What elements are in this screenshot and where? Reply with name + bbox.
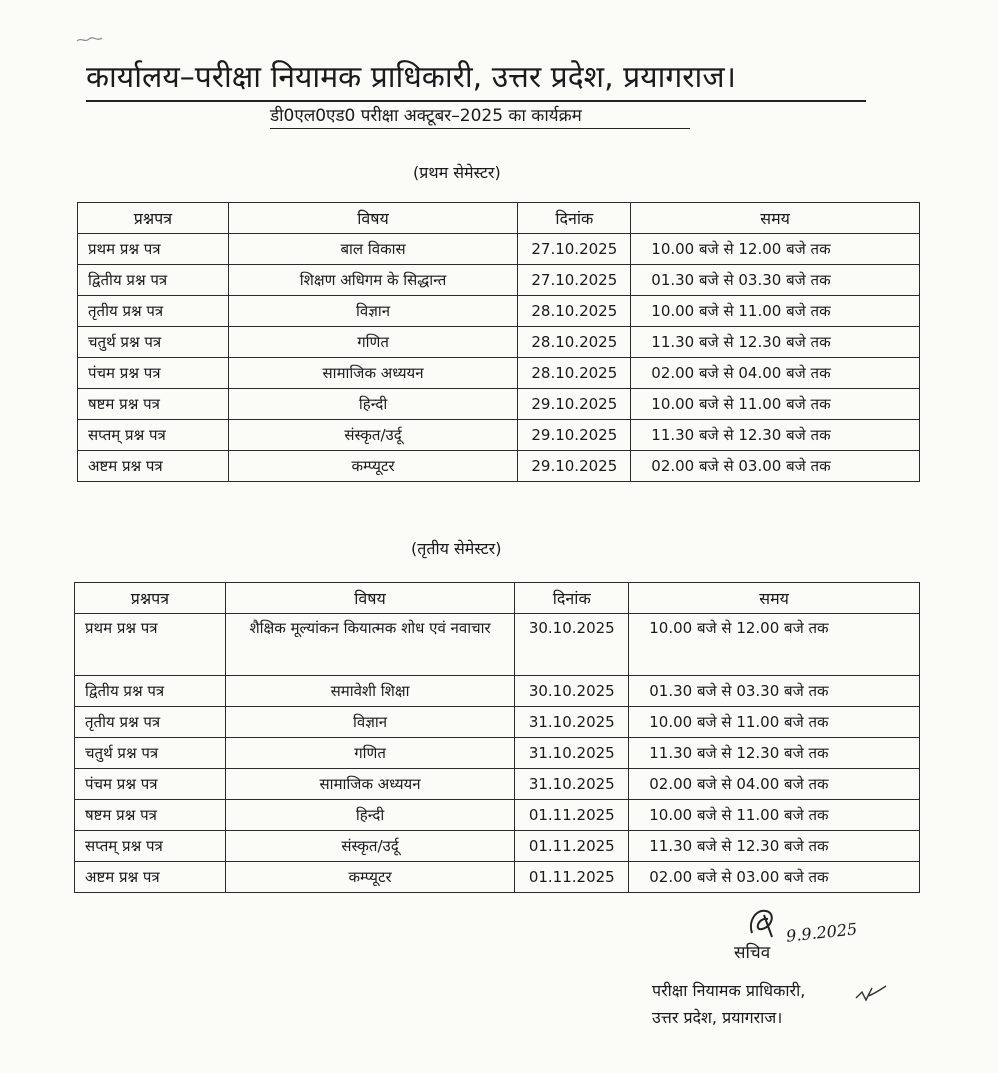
cell-paper: षष्टम प्रश्न पत्र [78, 389, 229, 420]
cell-time: 11.30 बजे से 12.30 बजे तक [629, 831, 920, 862]
semester-3-table [74, 582, 920, 893]
designation-secretary: सचिव [734, 943, 771, 963]
semester-1-label: (प्रथम सेमेस्टर) [413, 163, 501, 182]
table-row [75, 831, 920, 862]
cell-subject: सामाजिक अध्ययन [228, 358, 518, 389]
table-row [75, 707, 920, 738]
cell-date: 28.10.2025 [518, 296, 631, 327]
cell-paper: अष्टम प्रश्न पत्र [78, 451, 229, 482]
cell-subject: बाल विकास [228, 234, 518, 265]
cell-subject: हिन्दी [225, 800, 514, 831]
cell-subject: संस्कृत/उर्दू [228, 420, 518, 451]
cell-date: 31.10.2025 [515, 738, 629, 769]
cell-date: 31.10.2025 [515, 707, 629, 738]
cell-paper: द्वितीय प्रश्न पत्र [78, 265, 229, 296]
cell-date: 01.11.2025 [515, 862, 629, 893]
cell-subject: कम्प्यूटर [225, 862, 514, 893]
table-row [78, 327, 920, 358]
cell-date: 29.10.2025 [518, 451, 631, 482]
table-header-row [75, 583, 920, 614]
cell-date: 28.10.2025 [518, 358, 631, 389]
cell-subject: शिक्षण अधिगम के सिद्धान्त [228, 265, 518, 296]
column-header-subject: विषय [228, 203, 518, 234]
program-title: डी0एल0एड0 परीक्षा अक्टूबर–2025 का कार्यक्रम [270, 104, 690, 129]
cell-time: 11.30 बजे से 12.30 बजे तक [629, 738, 920, 769]
cell-date: 31.10.2025 [515, 769, 629, 800]
cell-paper: चतुर्थ प्रश्न पत्र [78, 327, 229, 358]
semester-1-table [77, 202, 920, 482]
table-row [75, 676, 920, 707]
cell-paper: प्रथम प्रश्न पत्र [75, 614, 226, 676]
table-header-row [78, 203, 920, 234]
cell-paper: पंचम प्रश्न पत्र [78, 358, 229, 389]
cell-date: 29.10.2025 [518, 389, 631, 420]
authority-line-1: परीक्षा नियामक प्राधिकारी, [652, 981, 806, 1000]
cell-time: 01.30 बजे से 03.30 बजे तक [629, 676, 920, 707]
cell-date: 27.10.2025 [518, 265, 631, 296]
semester-1-rows [78, 234, 920, 482]
column-header-date: दिनांक [518, 203, 631, 234]
cell-subject: गणित [225, 738, 514, 769]
cell-time: 10.00 बजे से 11.00 बजे तक [629, 800, 920, 831]
cell-paper: प्रथम प्रश्न पत्र [78, 234, 229, 265]
initial-mark [854, 984, 888, 1010]
table-row [75, 800, 920, 831]
table-row [78, 451, 920, 482]
cell-date: 01.11.2025 [515, 831, 629, 862]
cell-subject: गणित [228, 327, 518, 358]
cell-subject: हिन्दी [228, 389, 518, 420]
cell-subject: विज्ञान [228, 296, 518, 327]
table-row [75, 862, 920, 893]
office-title: कार्यालय–परीक्षा नियामक प्राधिकारी, उत्तर प्रदेश, प्रयागराज। [86, 58, 866, 102]
cell-subject: सामाजिक अध्ययन [225, 769, 514, 800]
cell-subject: विज्ञान [225, 707, 514, 738]
column-header-date: दिनांक [515, 583, 629, 614]
cell-time: 01.30 बजे से 03.30 बजे तक [631, 265, 920, 296]
table-row [78, 265, 920, 296]
table-row [78, 420, 920, 451]
cell-subject: समावेशी शिक्षा [225, 676, 514, 707]
semester-3-label: (तृतीय सेमेस्टर) [411, 539, 502, 558]
cell-paper: पंचम प्रश्न पत्र [75, 769, 226, 800]
cell-paper: अष्टम प्रश्न पत्र [75, 862, 226, 893]
cell-time: 02.00 बजे से 03.00 बजे तक [631, 451, 920, 482]
cell-time: 10.00 बजे से 11.00 बजे तक [629, 707, 920, 738]
cell-paper: द्वितीय प्रश्न पत्र [75, 676, 226, 707]
cell-date: 28.10.2025 [518, 327, 631, 358]
cell-date: 27.10.2025 [518, 234, 631, 265]
table-row [78, 296, 920, 327]
table-row [78, 389, 920, 420]
cell-paper: सप्तम् प्रश्न पत्र [78, 420, 229, 451]
column-header-time: समय [629, 583, 920, 614]
corner-scribble [75, 33, 105, 50]
table-row [75, 738, 920, 769]
cell-paper: तृतीय प्रश्न पत्र [75, 707, 226, 738]
cell-date: 01.11.2025 [515, 800, 629, 831]
table-row [78, 234, 920, 265]
cell-time: 02.00 बजे से 04.00 बजे तक [629, 769, 920, 800]
cell-time: 11.30 बजे से 12.30 बजे तक [631, 327, 920, 358]
cell-date: 30.10.2025 [515, 614, 629, 676]
signature-date: 9.9.2025 [785, 919, 859, 946]
cell-time: 10.00 बजे से 11.00 बजे तक [631, 389, 920, 420]
cell-paper: षष्टम प्रश्न पत्र [75, 800, 226, 831]
authority-line-2: उत्तर प्रदेश, प्रयागराज। [652, 1008, 783, 1027]
column-header-subject: विषय [225, 583, 514, 614]
cell-time: 11.30 बजे से 12.30 बजे तक [631, 420, 920, 451]
cell-time: 10.00 बजे से 11.00 बजे तक [631, 296, 920, 327]
cell-time: 10.00 बजे से 12.00 बजे तक [629, 614, 920, 676]
cell-time: 02.00 बजे से 03.00 बजे तक [629, 862, 920, 893]
column-header-time: समय [631, 203, 920, 234]
cell-subject: संस्कृत/उर्दू [225, 831, 514, 862]
cell-paper: तृतीय प्रश्न पत्र [78, 296, 229, 327]
cell-subject: शैक्षिक मूल्यांकन कियात्मक शोध एवं नवाचार [225, 614, 514, 676]
cell-date: 30.10.2025 [515, 676, 629, 707]
cell-time: 10.00 बजे से 12.00 बजे तक [631, 234, 920, 265]
column-header-paper: प्रश्नपत्र [75, 583, 226, 614]
cell-date: 29.10.2025 [518, 420, 631, 451]
cell-time: 02.00 बजे से 04.00 बजे तक [631, 358, 920, 389]
cell-paper: सप्तम् प्रश्न पत्र [75, 831, 226, 862]
table-row [75, 614, 920, 676]
cell-paper: चतुर्थ प्रश्न पत्र [75, 738, 226, 769]
column-header-paper: प्रश्नपत्र [78, 203, 229, 234]
table-row [78, 358, 920, 389]
table-row [75, 769, 920, 800]
semester-3-rows [75, 614, 920, 893]
cell-subject: कम्प्यूटर [228, 451, 518, 482]
